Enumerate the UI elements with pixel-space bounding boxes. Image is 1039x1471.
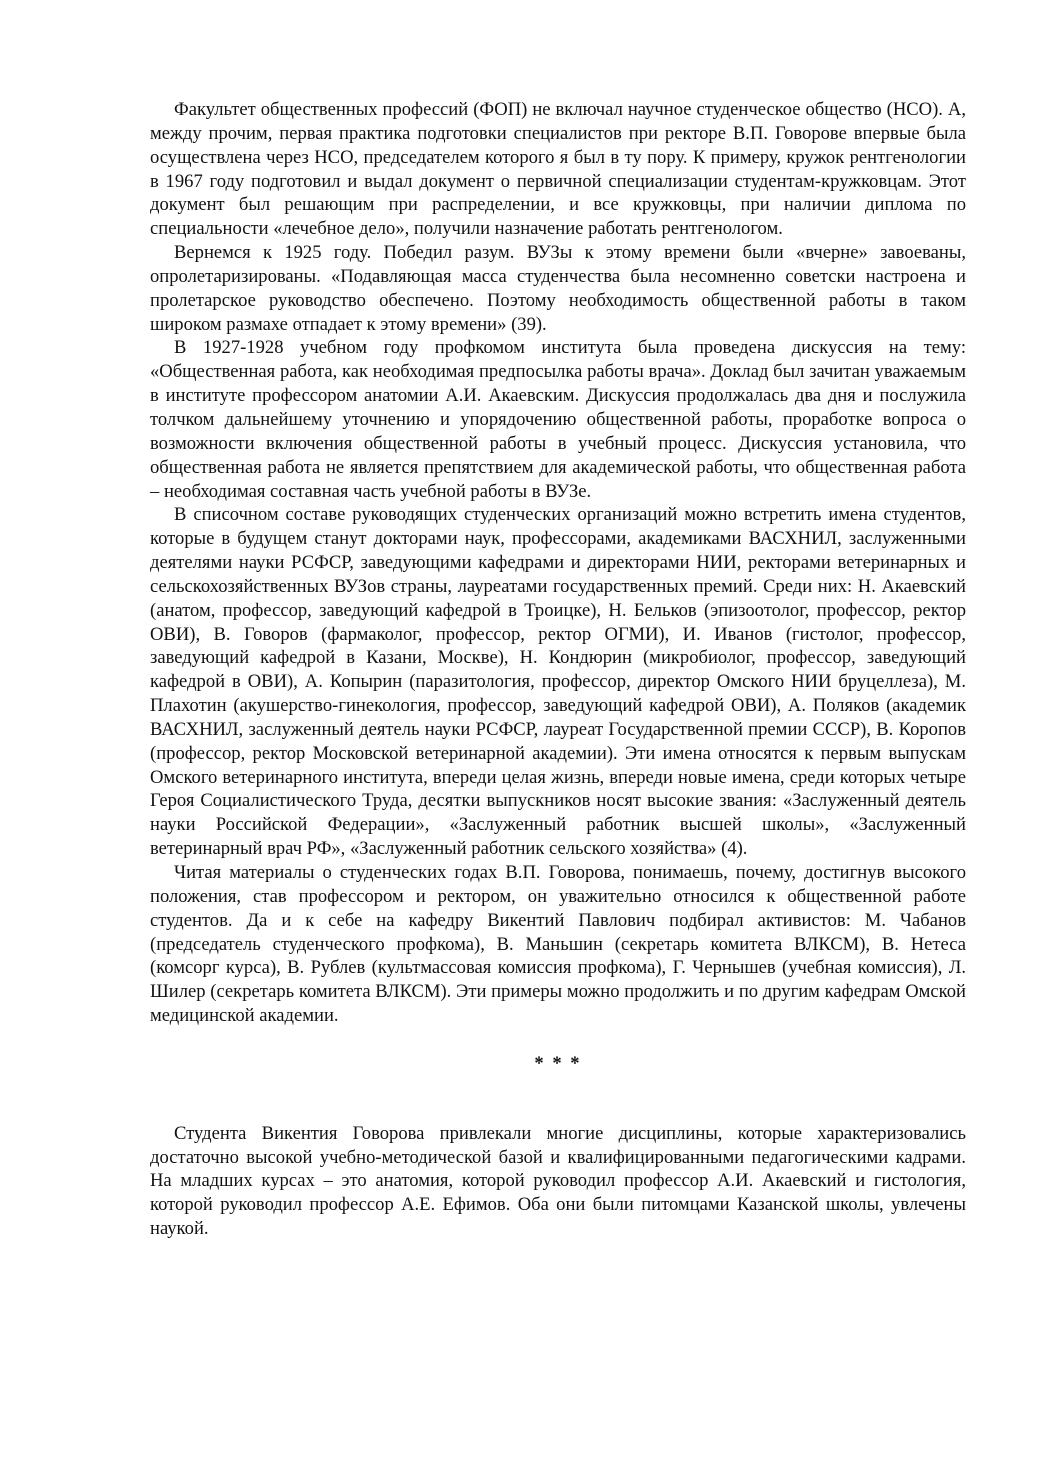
document-page [150,98,966,1241]
paragraph-govorov-activists: Читая материалы о студенческих годах В.П. Говорова, понимаешь, почему, достигнув высокого положения, став профессором и ректором, он уважительно относился к общественной работе студентов. Да и к себе на кафедру Викентий Павлович подбирал активистов: М. Чабанов (председатель студенческого профкома), В. Маньшин (секретарь комитета ВЛКСМ), В. Нетеса (комсорг курса), В. Рублев (культмассовая комиссия профкома), Г. Чернышев (учебная комиссия), Л. Шилер (секретарь комитета ВЛКСМ). Эти примеры можно продолжить и по другим кафедрам Омской медицинской академии. [150,862,966,1027]
paragraph-1925: Вернемся к 1925 году. Победил разум. ВУЗы к этому времени были «вчерне» завоеваны, опролетаризированы. «Подавляющая масса студенчества была несомненно советски настроена и пролетарское руководство обеспечено. Поэтому необходимость общественной работы в таком широком размахе отпадает к этому времени» (39). [150,242,966,335]
paragraph-disciplines: Студента Викентия Говорова привлекали многие дисциплины, которые характеризовались достаточно высокой учебно-методической базой и квалифицированными педагогическими кадрами. На младших курсах – это анатомия, которой руководил профессор А.И. Акаевский и гистология, которой руководил профессор А.Е. Ефимов. Оба они были питомцами Казанской школы, увлечены наукой. [150,1122,966,1240]
section-separator: * * * [534,1052,582,1074]
paragraph-fop: Факультет общественных профессий (ФОП) не включал научное студенческое общество (НСО). А, между прочим, первая практика подготовки специалистов при ректоре В.П. Говорове впервые была осуществлена через НСО, председателем которого я был в ту пору. К примеру, кружок рентгенологии в 1967 году подготовил и выдал документ о первичной специализации студентам-кружковцам. Этот документ был решающим при распределении, и все кружковцы, при наличии диплома по специальности «лечебное дело», получили назначение работать рентгенологом. [150,99,966,240]
paragraph-student-leaders: В списочном составе руководящих студенческих организаций можно встретить имена студентов, которые в будущем станут докторами наук, профессорами, академиками ВАСХНИЛ, заслуженными деятелями науки РСФСР, заведующими кафедрами и директорами НИИ, ректорами ветеринарных и сельскохозяйственных ВУЗов страны, лауреатами государственных премий. Среди них: Н. Акаевский (анатом, профессор, заведующий кафедрой в Троицке), Н. Бельков (эпизоотолог, профессор, ректор ОВИ), В. Говоров (фармаколог, профессор, ректор ОГМИ), И. Иванов (гистолог, профессор, заведующий кафедрой в Казани, Москве), Н. Кондюрин (микробиолог, профессор, заведующий кафедрой в ОВИ), А. Копырин (паразитология, профессор, директор Омского НИИ бруцеллеза), М. Плахотин (акушерство-гинекология, профессор, заведующий кафедрой ОВИ), А. Поляков (академик ВАСХНИЛ, заслуженный деятель науки РСФСР, лауреат Государственной премии СССР), В. Коропов (профессор, ректор Московской ветеринарной академии). Эти имена относятся к первым выпускам Омского ветеринарного института, впереди целая жизнь, впереди новые имена, среди которых четыре Героя Социалистического Труда, десятки выпускников носят высокие звания: «Заслуженный деятель науки Российской Федерации», «Заслуженный работник высшей школы», «Заслуженный ветеринарный врач РФ», «Заслуженный работник сельского хозяйства» (4). [150,504,966,860]
paragraph-discussion: В 1927-1928 учебном году профкомом института была проведена дискуссия на тему: «Общественная работа, как необходимая предпосылка работы врача». Доклад был зачитан уважаемым в институте профессором анатомии А.И. Акаевским. Дискуссия продолжалась два дня и послужила толчком дальнейшему уточнению и упорядочению общественной работы, проработке вопроса о возможности включения общественной работы в учебный процесс. Дискуссия установила, что общественная работа не является препятствием для академической работы, что общественная работа – необходимая составная часть учебной работы в ВУЗе. [150,337,966,502]
